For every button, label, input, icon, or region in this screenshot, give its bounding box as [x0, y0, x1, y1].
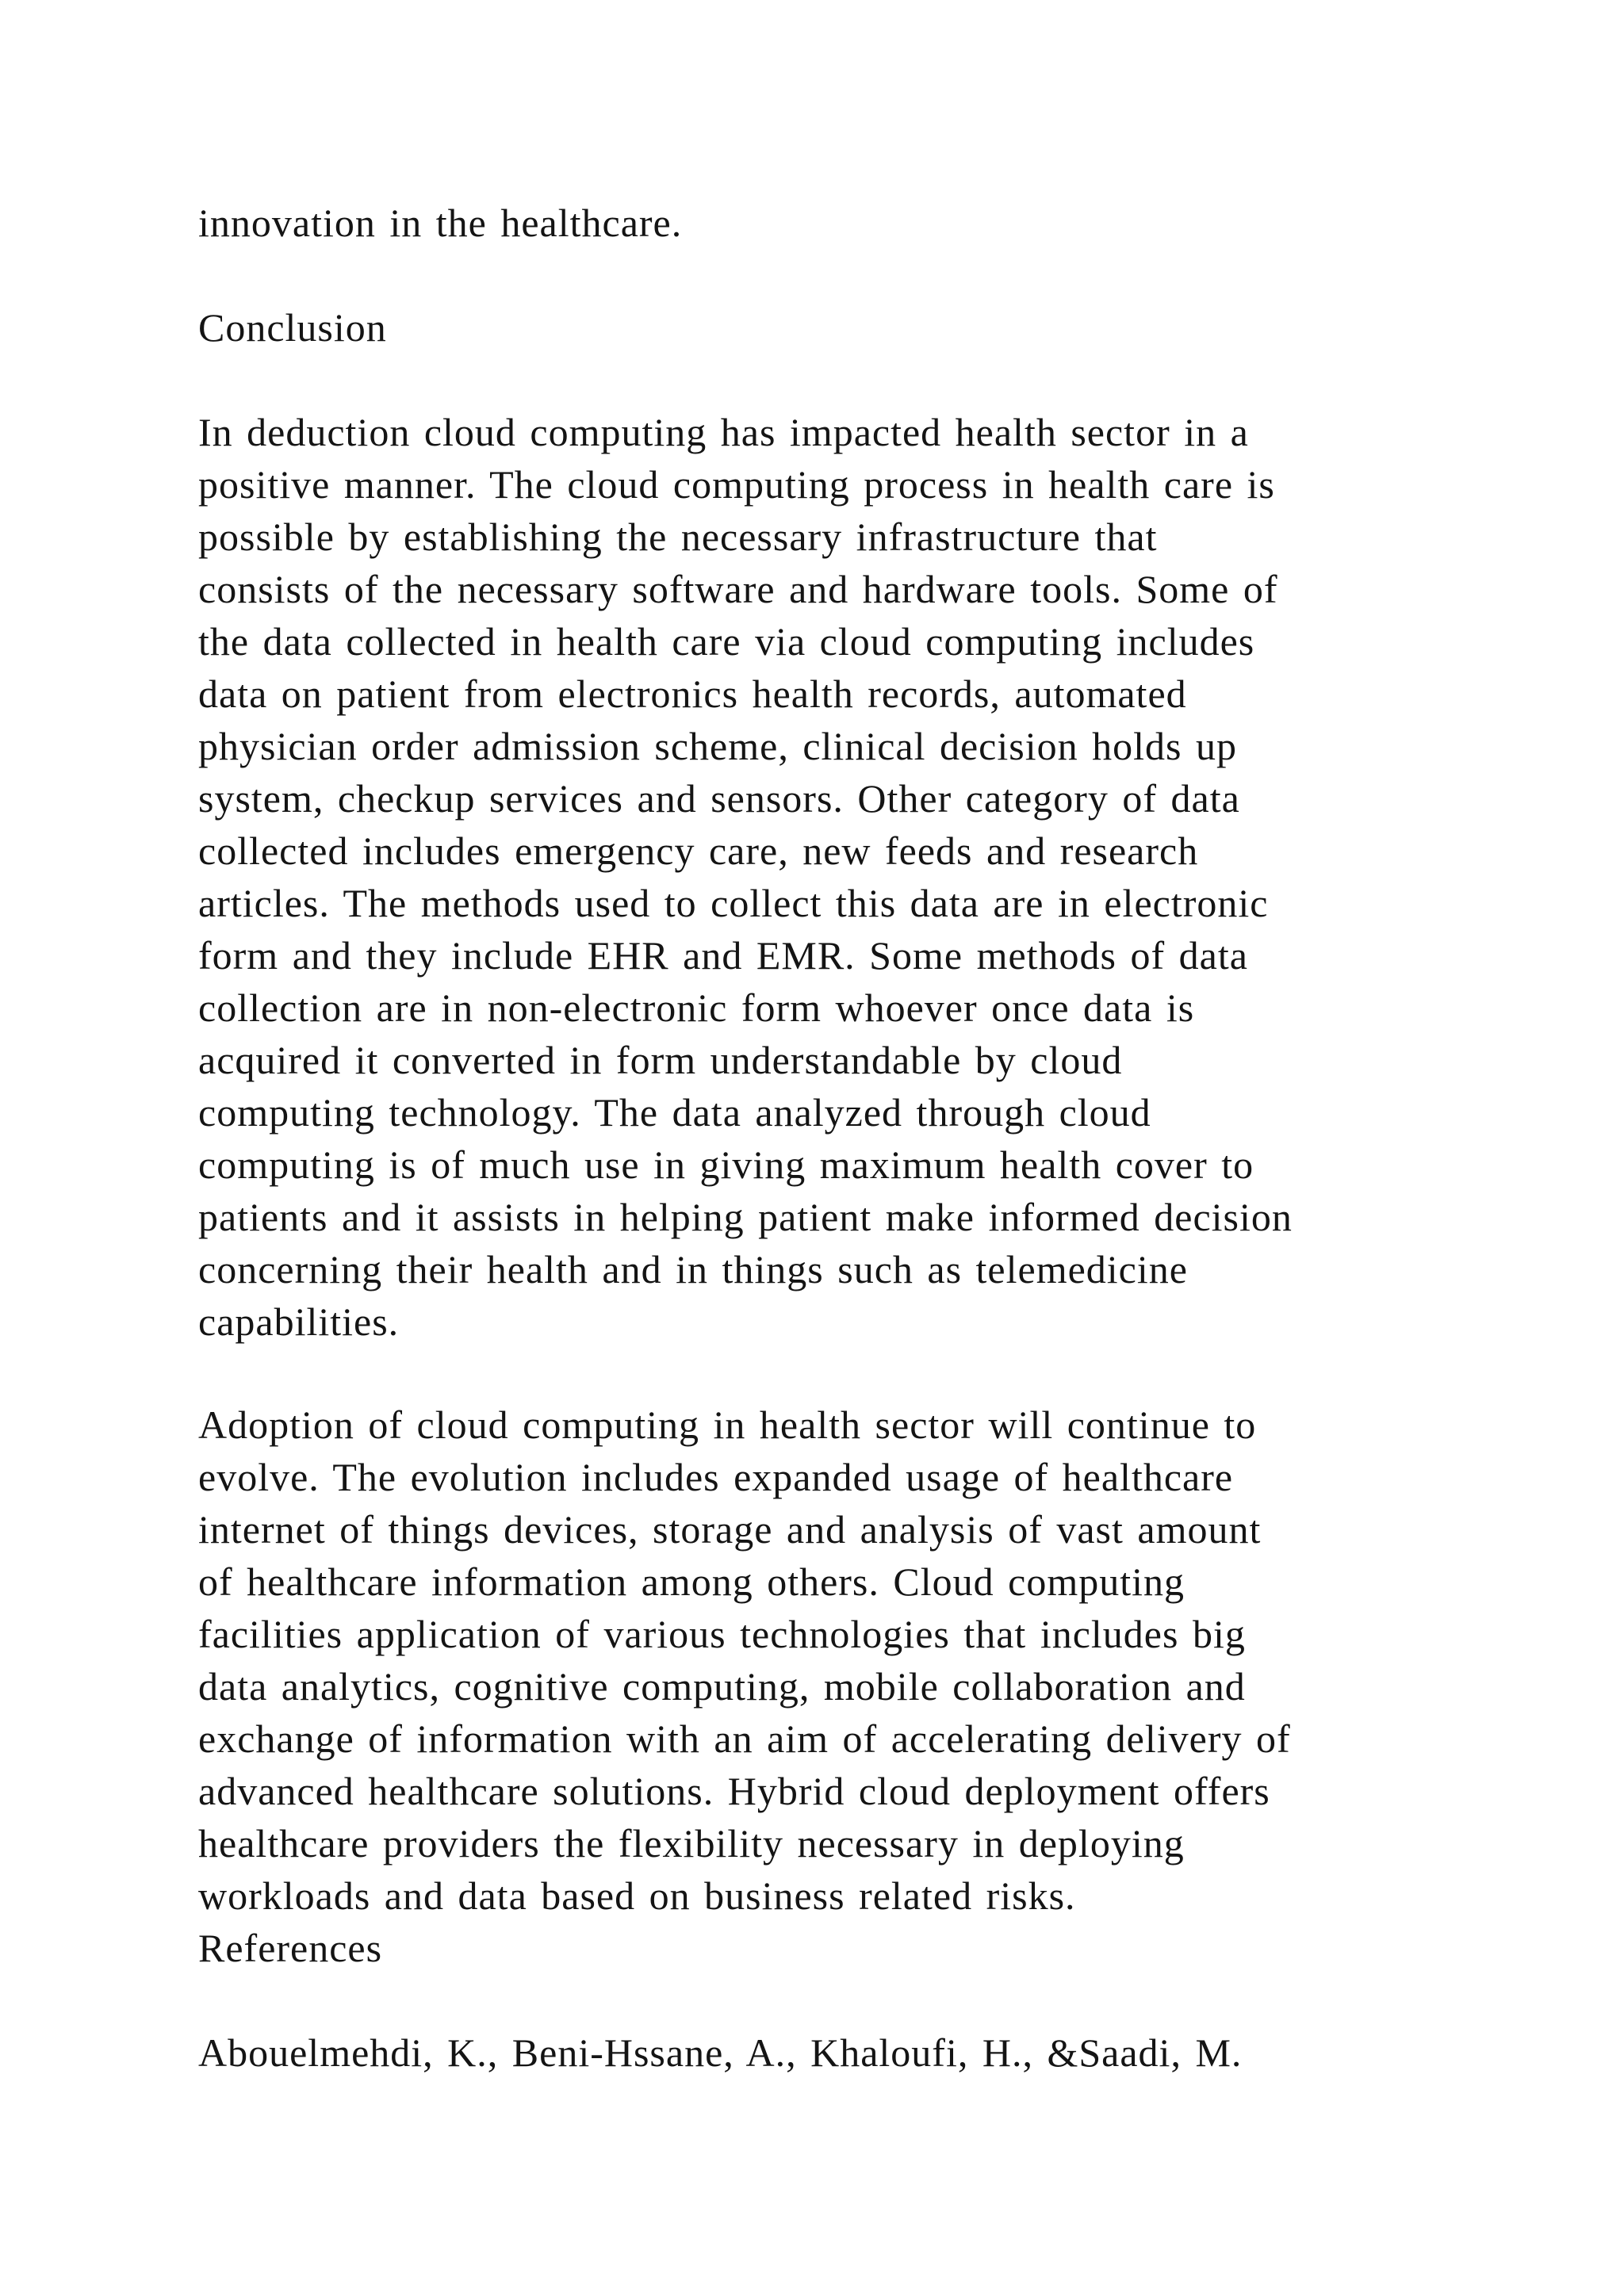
paragraph-line: physician order admission scheme, clinical decision holds up: [198, 724, 1237, 768]
paragraph-line: positive manner. The cloud computing process in health care is: [198, 462, 1275, 507]
reference-line: Abouelmehdi, K., Beni-Hssane, A., Khaloufi, H., &Saadi, M.: [198, 2030, 1243, 2075]
paragraph-line: facilities application of various technologies that includes big: [198, 1612, 1246, 1656]
paragraph-line: consists of the necessary software and hardware tools. Some of: [198, 567, 1278, 611]
paragraph-line: concerning their health and in things such as telemedicine: [198, 1247, 1188, 1292]
conclusion-paragraph-2: [198, 1399, 1467, 1974]
paragraph-line: collected includes emergency care, new feeds and research: [198, 828, 1199, 873]
paragraph-line: acquired it converted in form understandable by cloud: [198, 1038, 1123, 1082]
conclusion-heading-block: [198, 301, 1467, 354]
paragraph-line: In deduction cloud computing has impacted health sector in a: [198, 410, 1249, 454]
paragraph-line: data on patient from electronics health records, automated: [198, 672, 1187, 716]
opening-line: innovation in the healthcare.: [198, 201, 683, 245]
paragraph-line: healthcare providers the flexibility necessary in deploying: [198, 1821, 1185, 1866]
paragraph-line: data analytics, cognitive computing, mobile collaboration and: [198, 1664, 1246, 1709]
paragraph-line: form and they include EHR and EMR. Some methods of data: [198, 933, 1248, 978]
paragraph-line: articles. The methods used to collect this data are in electronic: [198, 881, 1269, 925]
paragraph-line: evolve. The evolution includes expanded usage of healthcare: [198, 1455, 1234, 1499]
paragraph-line: internet of things devices, storage and analysis of vast amount: [198, 1507, 1262, 1552]
conclusion-paragraph-1: [198, 406, 1467, 1348]
paragraph-line: workloads and data based on business related risks.: [198, 1873, 1076, 1918]
paragraph-line: computing technology. The data analyzed through cloud: [198, 1090, 1151, 1135]
paragraph-line: Adoption of cloud computing in health sector will continue to: [198, 1402, 1257, 1447]
reference-entry: [198, 2026, 1467, 2079]
opening-line-block: [198, 197, 1467, 249]
paragraph-line: computing is of much use in giving maximum health cover to: [198, 1142, 1254, 1187]
paragraph-line: system, checkup services and sensors. Other category of data: [198, 776, 1240, 821]
paragraph-line: of healthcare information among others. Cloud computing: [198, 1559, 1185, 1604]
paragraph-line: capabilities.: [198, 1299, 400, 1344]
conclusion-heading: Conclusion: [198, 305, 387, 350]
paragraph-line: the data collected in health care via cloud computing includes: [198, 619, 1255, 664]
paragraph-line: collection are in non-electronic form whoever once data is: [198, 985, 1195, 1030]
paragraph-line: exchange of information with an aim of accelerating delivery of: [198, 1716, 1291, 1761]
references-heading: References: [198, 1926, 383, 1970]
paragraph-line: patients and it assists in helping patient make informed decision: [198, 1195, 1293, 1239]
paragraph-line: possible by establishing the necessary infrastructure that: [198, 515, 1158, 559]
paragraph-line: advanced healthcare solutions. Hybrid cloud deployment offers: [198, 1769, 1270, 1813]
